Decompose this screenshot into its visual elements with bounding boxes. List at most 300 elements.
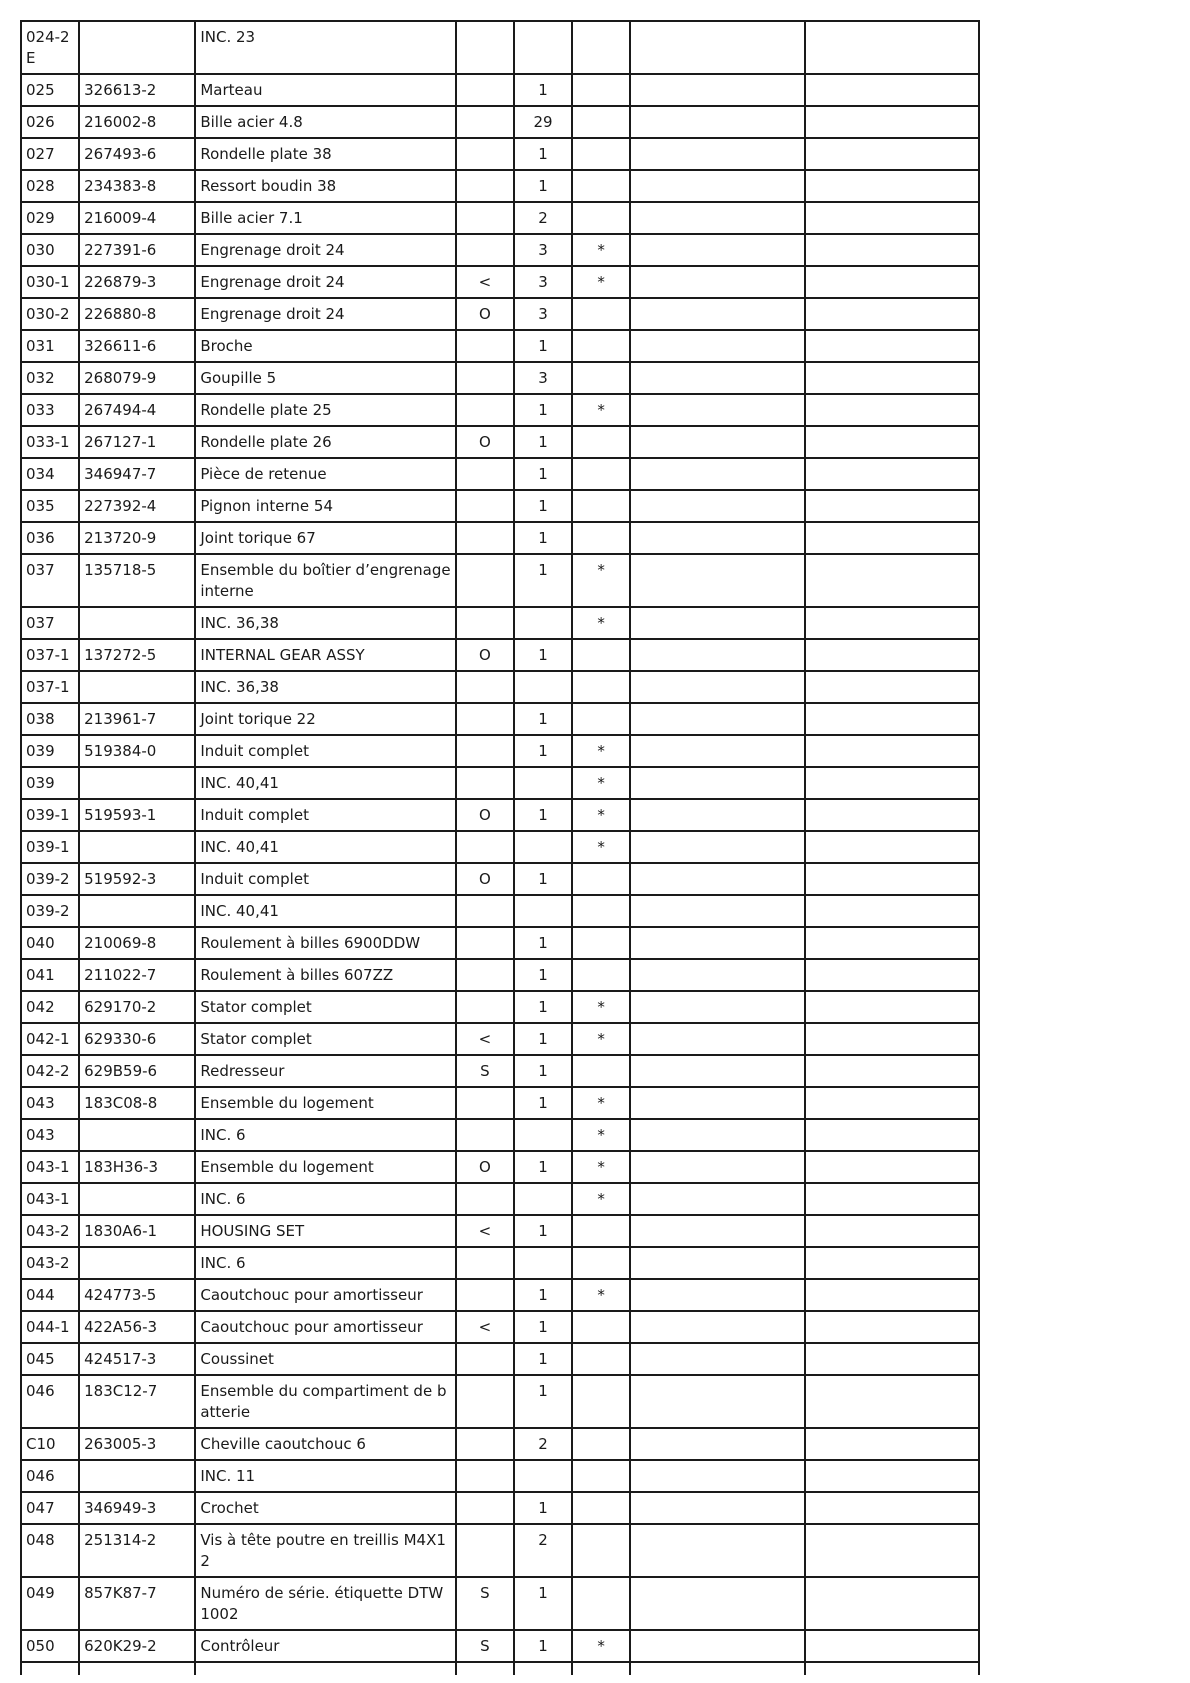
empty-cell — [805, 1428, 979, 1460]
item-number-cell: 043-1 — [21, 1183, 79, 1215]
mark-cell: * — [572, 1183, 630, 1215]
mark-cell — [572, 138, 630, 170]
mark-cell: * — [572, 554, 630, 607]
description-cell: Engrenage droit 24 — [195, 234, 456, 266]
empty-cell — [630, 767, 804, 799]
item-number-cell: 027 — [21, 138, 79, 170]
mark-cell: * — [572, 394, 630, 426]
code-cell: < — [456, 1023, 514, 1055]
empty-cell — [805, 170, 979, 202]
table-row — [21, 298, 979, 330]
description-cell: Marteau — [195, 74, 456, 106]
mark-cell — [572, 1428, 630, 1460]
empty-cell — [630, 138, 804, 170]
empty-cell — [805, 74, 979, 106]
code-cell — [456, 1428, 514, 1460]
table-row — [21, 639, 979, 671]
code-cell — [456, 895, 514, 927]
empty-cell — [805, 703, 979, 735]
mark-cell — [572, 202, 630, 234]
empty-cell — [805, 1119, 979, 1151]
empty-cell — [630, 1119, 804, 1151]
mark-cell: * — [572, 1087, 630, 1119]
table-row — [21, 1119, 979, 1151]
code-cell: < — [456, 1215, 514, 1247]
empty-cell — [805, 1662, 979, 1675]
empty-cell — [630, 266, 804, 298]
quantity-cell: 3 — [514, 298, 572, 330]
description-cell: Ressort boudin 38 — [195, 170, 456, 202]
code-cell — [456, 106, 514, 138]
quantity-cell: 1 — [514, 1630, 572, 1662]
mark-cell — [572, 170, 630, 202]
empty-cell — [630, 21, 804, 74]
table-row — [21, 74, 979, 106]
part-number-cell: 346949-3 — [79, 1492, 195, 1524]
part-number-cell: 226879-3 — [79, 266, 195, 298]
part-number-cell: 267493-6 — [79, 138, 195, 170]
code-cell — [456, 330, 514, 362]
empty-cell — [805, 138, 979, 170]
part-number-cell: 227391-6 — [79, 234, 195, 266]
quantity-cell: 1 — [514, 1343, 572, 1375]
part-number-cell: 424773-5 — [79, 1279, 195, 1311]
part-number-cell: 234383-8 — [79, 170, 195, 202]
code-cell — [456, 671, 514, 703]
code-cell — [456, 202, 514, 234]
empty-cell — [805, 671, 979, 703]
item-number-cell: 044-1 — [21, 1311, 79, 1343]
code-cell: S — [456, 1577, 514, 1630]
item-number-cell: 046 — [21, 1375, 79, 1428]
part-number-cell: 268079-9 — [79, 362, 195, 394]
part-number-cell — [79, 1119, 195, 1151]
item-number-cell: 039 — [21, 767, 79, 799]
mark-cell — [572, 21, 630, 74]
table-row — [21, 1630, 979, 1662]
quantity-cell: 1 — [514, 639, 572, 671]
quantity-cell: 1 — [514, 1577, 572, 1630]
part-number-cell: 519592-3 — [79, 863, 195, 895]
item-number-cell: 046 — [21, 1460, 79, 1492]
empty-cell — [805, 1311, 979, 1343]
table-row — [21, 671, 979, 703]
mark-cell — [572, 106, 630, 138]
item-number-cell: 037-1 — [21, 671, 79, 703]
mark-cell: * — [572, 799, 630, 831]
mark-cell: * — [572, 1119, 630, 1151]
empty-cell — [805, 1375, 979, 1428]
table-row — [21, 1279, 979, 1311]
table-row — [21, 1524, 979, 1577]
part-number-cell: 183C12-7 — [79, 1375, 195, 1428]
mark-cell: * — [572, 1279, 630, 1311]
mark-cell — [572, 458, 630, 490]
empty-cell — [630, 639, 804, 671]
mark-cell: * — [572, 767, 630, 799]
item-number-cell: 037 — [21, 554, 79, 607]
item-number-cell: 039-1 — [21, 831, 79, 863]
mark-cell — [572, 1311, 630, 1343]
empty-cell — [630, 554, 804, 607]
table-row — [21, 1183, 979, 1215]
code-cell — [456, 1492, 514, 1524]
description-cell: Pignon interne 54 — [195, 490, 456, 522]
item-number-cell: 039-1 — [21, 799, 79, 831]
empty-cell — [630, 426, 804, 458]
part-number-cell: 213720-9 — [79, 522, 195, 554]
quantity-cell: 1 — [514, 1023, 572, 1055]
empty-cell — [805, 863, 979, 895]
code-cell — [456, 959, 514, 991]
empty-cell — [805, 330, 979, 362]
empty-cell — [630, 522, 804, 554]
part-number-cell — [79, 671, 195, 703]
table-row — [21, 1577, 979, 1630]
description-cell: Engrenage droit 24 — [195, 298, 456, 330]
item-number-cell: 045 — [21, 1343, 79, 1375]
description-cell: Broche — [195, 330, 456, 362]
code-cell — [456, 1087, 514, 1119]
item-number-cell: 043-2 — [21, 1215, 79, 1247]
quantity-cell: 1 — [514, 703, 572, 735]
table-row — [21, 266, 979, 298]
description-cell: Ensemble du compartiment de batterie — [195, 1375, 456, 1428]
mark-cell — [572, 1524, 630, 1577]
empty-cell — [805, 298, 979, 330]
table-row — [21, 895, 979, 927]
description-cell: Roulement à billes 607ZZ — [195, 959, 456, 991]
description-cell: INC. 11 — [195, 1460, 456, 1492]
quantity-cell — [514, 895, 572, 927]
empty-cell — [805, 1577, 979, 1630]
mark-cell — [572, 522, 630, 554]
empty-cell — [630, 671, 804, 703]
table-row — [21, 831, 979, 863]
item-number-cell: 030-1 — [21, 266, 79, 298]
item-number-cell: 039-2 — [21, 895, 79, 927]
empty-cell — [630, 1428, 804, 1460]
quantity-cell: 1 — [514, 554, 572, 607]
mark-cell — [572, 1375, 630, 1428]
part-number-cell: 1830A6-1 — [79, 1215, 195, 1247]
table-row — [21, 362, 979, 394]
part-number-cell: 424517-3 — [79, 1343, 195, 1375]
code-cell — [456, 458, 514, 490]
table-row — [21, 607, 979, 639]
mark-cell: * — [572, 735, 630, 767]
empty-cell — [805, 266, 979, 298]
empty-cell — [805, 799, 979, 831]
table-row — [21, 1428, 979, 1460]
table-row — [21, 458, 979, 490]
empty-cell — [630, 1215, 804, 1247]
empty-cell — [21, 1662, 79, 1675]
part-number-cell: 216002-8 — [79, 106, 195, 138]
mark-cell — [572, 703, 630, 735]
description-cell: Cheville caoutchouc 6 — [195, 1428, 456, 1460]
quantity-cell: 1 — [514, 490, 572, 522]
code-cell: O — [456, 799, 514, 831]
code-cell — [456, 522, 514, 554]
empty-cell — [630, 1279, 804, 1311]
code-cell — [456, 362, 514, 394]
item-number-cell: 025 — [21, 74, 79, 106]
mark-cell — [572, 1247, 630, 1279]
quantity-cell: 2 — [514, 202, 572, 234]
item-number-cell: 040 — [21, 927, 79, 959]
code-cell: O — [456, 1151, 514, 1183]
mark-cell — [572, 1460, 630, 1492]
item-number-cell: 043-1 — [21, 1151, 79, 1183]
part-number-cell: 226880-8 — [79, 298, 195, 330]
parts-list-body — [21, 21, 979, 1675]
empty-cell — [630, 1662, 804, 1675]
part-number-cell — [79, 607, 195, 639]
quantity-cell: 1 — [514, 74, 572, 106]
empty-cell — [630, 1343, 804, 1375]
quantity-cell: 1 — [514, 735, 572, 767]
quantity-cell — [514, 831, 572, 863]
code-cell — [456, 1460, 514, 1492]
empty-cell — [805, 106, 979, 138]
quantity-cell: 1 — [514, 330, 572, 362]
empty-cell — [805, 991, 979, 1023]
description-cell: INC. 6 — [195, 1247, 456, 1279]
empty-cell — [630, 1577, 804, 1630]
part-number-cell: 183H36-3 — [79, 1151, 195, 1183]
code-cell: S — [456, 1630, 514, 1662]
empty-cell — [456, 1662, 514, 1675]
mark-cell: * — [572, 266, 630, 298]
item-number-cell: 028 — [21, 170, 79, 202]
code-cell — [456, 927, 514, 959]
quantity-cell: 1 — [514, 927, 572, 959]
empty-cell — [805, 1279, 979, 1311]
item-number-cell: 032 — [21, 362, 79, 394]
code-cell — [456, 1279, 514, 1311]
parts-list-table — [20, 20, 980, 1675]
mark-cell — [572, 74, 630, 106]
item-number-cell: 034 — [21, 458, 79, 490]
description-cell: INC. 36,38 — [195, 607, 456, 639]
item-number-cell: 039 — [21, 735, 79, 767]
code-cell: < — [456, 266, 514, 298]
empty-cell — [630, 799, 804, 831]
part-number-cell: 213961-7 — [79, 703, 195, 735]
empty-cell — [630, 1460, 804, 1492]
empty-cell — [630, 234, 804, 266]
empty-cell — [805, 554, 979, 607]
empty-cell — [630, 1183, 804, 1215]
part-number-cell: 210069-8 — [79, 927, 195, 959]
quantity-cell: 29 — [514, 106, 572, 138]
empty-cell — [805, 1630, 979, 1662]
quantity-cell: 1 — [514, 1151, 572, 1183]
part-number-cell: 267127-1 — [79, 426, 195, 458]
empty-cell — [514, 1662, 572, 1675]
table-row — [21, 703, 979, 735]
part-number-cell: 346947-7 — [79, 458, 195, 490]
mark-cell: * — [572, 991, 630, 1023]
empty-cell — [630, 991, 804, 1023]
item-number-cell: 043 — [21, 1119, 79, 1151]
empty-cell — [630, 1630, 804, 1662]
empty-cell — [805, 1087, 979, 1119]
description-cell: Induit complet — [195, 863, 456, 895]
quantity-cell — [514, 1119, 572, 1151]
quantity-cell — [514, 21, 572, 74]
code-cell — [456, 74, 514, 106]
mark-cell: * — [572, 607, 630, 639]
quantity-cell: 1 — [514, 138, 572, 170]
code-cell — [456, 554, 514, 607]
quantity-cell: 1 — [514, 1055, 572, 1087]
empty-cell — [805, 1151, 979, 1183]
code-cell: O — [456, 639, 514, 671]
empty-cell — [805, 1524, 979, 1577]
empty-cell — [195, 1662, 456, 1675]
table-row — [21, 21, 979, 74]
empty-cell — [805, 1055, 979, 1087]
table-row — [21, 959, 979, 991]
item-number-cell: 049 — [21, 1577, 79, 1630]
empty-cell — [805, 607, 979, 639]
item-number-cell: 043 — [21, 1087, 79, 1119]
item-number-cell: 026 — [21, 106, 79, 138]
empty-cell — [805, 1023, 979, 1055]
description-cell: Engrenage droit 24 — [195, 266, 456, 298]
code-cell — [456, 991, 514, 1023]
mark-cell — [572, 426, 630, 458]
code-cell — [456, 607, 514, 639]
description-cell: Caoutchouc pour amortisseur — [195, 1311, 456, 1343]
item-number-cell: 041 — [21, 959, 79, 991]
quantity-cell — [514, 671, 572, 703]
empty-cell — [805, 522, 979, 554]
table-row — [21, 1375, 979, 1428]
code-cell: < — [456, 1311, 514, 1343]
quantity-cell: 1 — [514, 458, 572, 490]
description-cell: Crochet — [195, 1492, 456, 1524]
description-cell: INC. 40,41 — [195, 895, 456, 927]
empty-cell — [805, 927, 979, 959]
description-cell: INC. 6 — [195, 1183, 456, 1215]
table-row — [21, 490, 979, 522]
quantity-cell: 1 — [514, 1311, 572, 1343]
code-cell — [456, 735, 514, 767]
description-cell: Bille acier 7.1 — [195, 202, 456, 234]
empty-cell — [630, 863, 804, 895]
empty-cell — [805, 1492, 979, 1524]
table-row — [21, 1311, 979, 1343]
quantity-cell: 3 — [514, 362, 572, 394]
description-cell: Ensemble du boîtier d’engrenage interne — [195, 554, 456, 607]
code-cell — [456, 1375, 514, 1428]
mark-cell — [572, 1492, 630, 1524]
table-row — [21, 863, 979, 895]
quantity-cell: 1 — [514, 1215, 572, 1247]
mark-cell: * — [572, 1151, 630, 1183]
empty-cell — [630, 831, 804, 863]
description-cell: Caoutchouc pour amortisseur — [195, 1279, 456, 1311]
item-number-cell: 039-2 — [21, 863, 79, 895]
empty-cell — [630, 703, 804, 735]
item-number-cell: 042-1 — [21, 1023, 79, 1055]
description-cell: INC. 36,38 — [195, 671, 456, 703]
part-number-cell — [79, 21, 195, 74]
empty-cell — [630, 202, 804, 234]
empty-cell — [630, 170, 804, 202]
item-number-cell: 042 — [21, 991, 79, 1023]
description-cell: INC. 6 — [195, 1119, 456, 1151]
description-cell: Contrôleur — [195, 1630, 456, 1662]
part-number-cell: 183C08-8 — [79, 1087, 195, 1119]
code-cell — [456, 170, 514, 202]
description-cell: Vis à tête poutre en treillis M4X12 — [195, 1524, 456, 1577]
table-row — [21, 735, 979, 767]
empty-cell — [805, 735, 979, 767]
empty-cell — [805, 458, 979, 490]
table-row — [21, 522, 979, 554]
empty-cell — [805, 1183, 979, 1215]
empty-cell — [805, 959, 979, 991]
mark-cell — [572, 1577, 630, 1630]
part-number-cell: 857K87-7 — [79, 1577, 195, 1630]
description-cell: Ensemble du logement — [195, 1151, 456, 1183]
table-row — [21, 1247, 979, 1279]
empty-cell — [630, 74, 804, 106]
part-number-cell — [79, 767, 195, 799]
empty-cell — [805, 639, 979, 671]
mark-cell — [572, 490, 630, 522]
code-cell — [456, 21, 514, 74]
item-number-cell: 048 — [21, 1524, 79, 1577]
table-row — [21, 799, 979, 831]
mark-cell — [572, 895, 630, 927]
empty-cell — [630, 1375, 804, 1428]
mark-cell — [572, 362, 630, 394]
description-cell: Induit complet — [195, 735, 456, 767]
quantity-cell: 1 — [514, 1279, 572, 1311]
item-number-cell: 043-2 — [21, 1247, 79, 1279]
part-number-cell: 629330-6 — [79, 1023, 195, 1055]
empty-cell — [79, 1662, 195, 1675]
code-cell: O — [456, 298, 514, 330]
part-number-cell — [79, 1183, 195, 1215]
description-cell: Redresseur — [195, 1055, 456, 1087]
item-number-cell: 030-2 — [21, 298, 79, 330]
quantity-cell: 1 — [514, 394, 572, 426]
table-row — [21, 1023, 979, 1055]
quantity-cell: 2 — [514, 1524, 572, 1577]
quantity-cell: 3 — [514, 266, 572, 298]
description-cell: INC. 23 — [195, 21, 456, 74]
mark-cell — [572, 671, 630, 703]
description-cell: Ensemble du logement — [195, 1087, 456, 1119]
item-number-cell: 050 — [21, 1630, 79, 1662]
description-cell: Pièce de retenue — [195, 458, 456, 490]
empty-cell — [805, 1343, 979, 1375]
item-number-cell: 033-1 — [21, 426, 79, 458]
table-row — [21, 1055, 979, 1087]
quantity-cell: 1 — [514, 799, 572, 831]
description-cell: Joint torique 67 — [195, 522, 456, 554]
empty-cell — [630, 1311, 804, 1343]
mark-cell — [572, 330, 630, 362]
mark-cell: * — [572, 1023, 630, 1055]
item-number-cell: 044 — [21, 1279, 79, 1311]
